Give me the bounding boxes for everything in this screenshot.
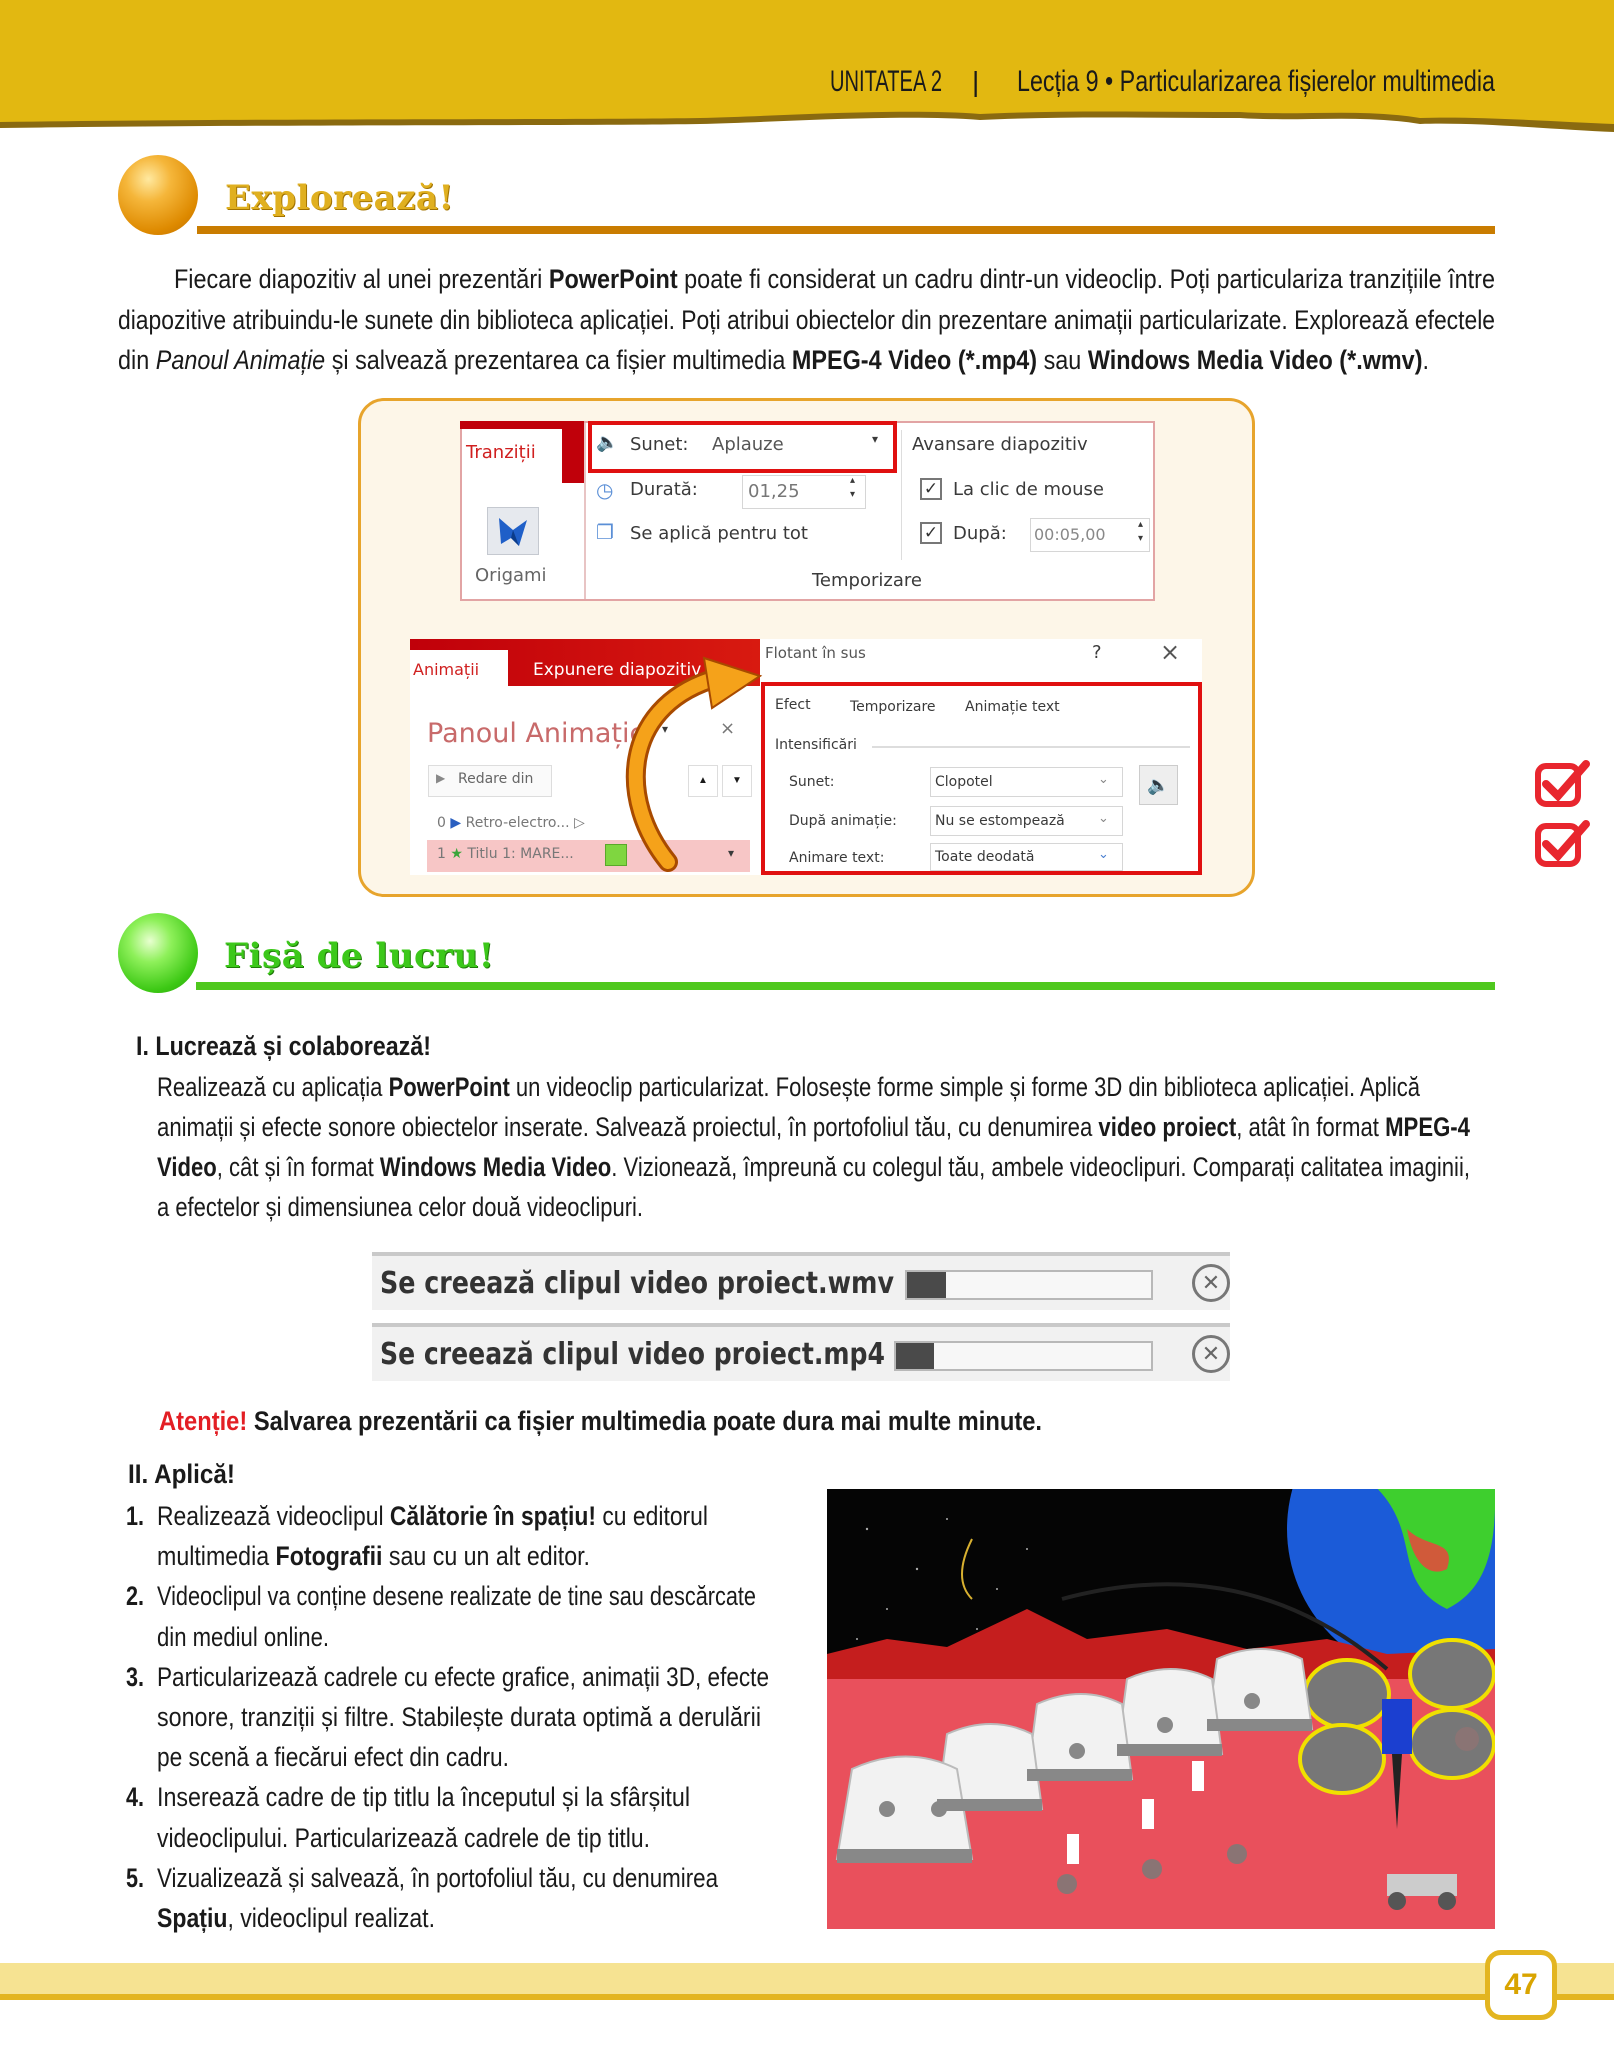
text-run: animații și efecte sonore obiectelor inserate. Salvează proiectul, în portofoliul tău, cu denumirea — [157, 1112, 1099, 1142]
after-value: 00:05,00 — [1034, 525, 1106, 544]
bold-text: PowerPoint — [388, 1072, 510, 1102]
list-item-line — [157, 1900, 483, 1936]
text-run: cu editorul — [596, 1501, 708, 1531]
progress-bar — [894, 1341, 1153, 1371]
speaker-button[interactable]: 🔈 — [1139, 765, 1178, 805]
text-run: pe scenă a fiecărui efect din cadru. — [157, 1742, 509, 1772]
text-line — [118, 302, 1614, 338]
text-run: sau cu un alt editor. — [382, 1541, 590, 1571]
bold-text: MPEG-4 — [1385, 1112, 1470, 1142]
bold-text: video proiect — [1098, 1112, 1237, 1142]
group-divider — [901, 430, 902, 560]
text-run: și salvează prezentarea ca fișier multimedia — [325, 345, 792, 375]
dialog-tab-timing[interactable]: Temporizare — [850, 699, 936, 715]
text-run: din mediul online. — [157, 1622, 329, 1652]
worksheet-divider — [196, 982, 1495, 990]
on-click-checkbox[interactable]: ✓ — [920, 478, 942, 500]
duration-value: 01,25 — [748, 481, 800, 502]
apply-all-button[interactable]: Se aplică pentru tot — [630, 523, 808, 544]
explore-divider — [197, 226, 1495, 234]
after-spinner[interactable]: ▴ ▾ — [1138, 519, 1144, 544]
dialog-help-button[interactable]: ? — [1092, 642, 1102, 663]
text-run: Realizează cu aplicația — [157, 1072, 389, 1102]
bold-text: Windows Media Video — [379, 1152, 612, 1182]
text-run: din — [118, 345, 156, 375]
transitions-tab-edge — [562, 421, 584, 483]
list-item-number: 3. — [126, 1662, 145, 1692]
list-item-line — [157, 1779, 775, 1815]
tab-slideshow[interactable]: Expunere diapozitiv — [533, 660, 702, 680]
bold-text: Video — [157, 1152, 217, 1182]
warning-label: Atenție! — [159, 1406, 248, 1436]
dialog-after-label: După animație: — [789, 813, 897, 829]
list-item-number: 4. — [126, 1782, 145, 1812]
duration-spinner[interactable]: ▴ ▾ — [850, 475, 856, 500]
play-from-label: Redare din — [458, 771, 534, 787]
header-lesson: Lecția 9 • Particularizarea fișierelor multimedia — [1017, 65, 1495, 98]
ribbon-divider — [584, 423, 586, 599]
bold-text: PowerPoint — [548, 264, 678, 294]
dialog-close-button[interactable]: × — [1160, 638, 1181, 666]
list-item-line — [157, 1498, 807, 1534]
dialog-tab-effect[interactable]: Efect — [775, 697, 811, 713]
speaker-icon: 🔈 — [596, 432, 619, 453]
advance-title: Avansare diapozitiv — [912, 434, 1088, 455]
origami-icon — [493, 510, 533, 552]
enhancements-divider — [872, 746, 1190, 748]
tab-transitions[interactable]: Tranziții — [466, 442, 536, 463]
text-run: . — [1422, 345, 1429, 375]
italic-text: Panoul Animație — [155, 345, 326, 375]
text-run: sonore, tranziții și filtre. Stabilește durata optimă a derulării — [157, 1702, 761, 1732]
animation-pane-title: Panoul Animație — [427, 718, 647, 749]
item-menu-icon[interactable]: ▾ — [728, 846, 735, 860]
bold-text: MPEG-4 Video (*.mp4) — [791, 345, 1038, 375]
page-number-box — [1485, 1950, 1557, 2020]
text-run: Videoclipul va conține desene realizate de tine sau descărcate — [157, 1581, 756, 1611]
dialog-sound-value: Clopotel — [935, 774, 993, 790]
warning-note — [159, 1403, 1164, 1439]
dialog-text-value: Toate deodată — [935, 849, 1035, 865]
list-item-line — [157, 1739, 576, 1775]
text-line — [174, 261, 1614, 297]
explore-title: Explorează! — [225, 178, 454, 218]
dialog-after-value: Nu se estompează — [935, 813, 1065, 829]
header-separator: | — [972, 66, 980, 97]
text-run: . Vizionează, împreună cu colegul tău, ambele videoclipuri. Comparați calitatea imaginii, — [611, 1152, 1470, 1182]
tab-animations-label: Animații — [413, 660, 480, 679]
warning-text: Salvarea prezentării ca fișier multimedia poate dura mai multe minute. — [247, 1406, 1042, 1436]
sound-label: Sunet: — [630, 434, 689, 455]
export-progress-wmv — [372, 1252, 1230, 1310]
list-item-number: 1. — [126, 1501, 145, 1531]
list-item-line — [157, 1659, 889, 1695]
worksheet-orb-icon — [118, 913, 198, 993]
animation-item-1-label: 1 ★ Titlu 1: MARE... — [437, 846, 574, 862]
chevron-down-icon[interactable]: ⌄ — [1098, 811, 1109, 826]
bold-text: Windows Media Video (*.wmv) — [1087, 345, 1423, 375]
list-item-line — [157, 1860, 835, 1896]
cancel-export-button[interactable]: ✕ — [1192, 1264, 1230, 1302]
progress-bar — [905, 1270, 1153, 1300]
bold-text: Fotografii — [275, 1541, 383, 1571]
part1-heading: I. Lucrează și colaborează! — [136, 1031, 431, 1061]
progress-fill — [896, 1343, 934, 1369]
list-item-number: 5. — [126, 1863, 145, 1893]
text-line — [157, 1109, 1614, 1145]
chevron-down-icon[interactable]: ⌄ — [1098, 772, 1109, 787]
bold-text: Călătorie în spațiu! — [389, 1501, 597, 1531]
chevron-down-icon[interactable]: ⌄ — [1098, 847, 1109, 862]
progress-fill — [907, 1272, 946, 1298]
text-line — [157, 1069, 1614, 1105]
text-run: , atât în format — [1236, 1112, 1386, 1142]
sound-select[interactable]: Aplauze — [712, 434, 784, 455]
after-checkbox[interactable]: ✓ — [920, 522, 942, 544]
pane-close-icon[interactable]: × — [720, 718, 736, 739]
duration-label: Durată: — [630, 479, 698, 500]
text-run: Particularizează cadrele cu efecte grafice, animații 3D, efecte — [157, 1662, 769, 1692]
move-down-button[interactable]: ▼ — [722, 765, 752, 797]
text-run: Inserează cadre de tip titlu la începutul și la sfârșitul — [157, 1782, 690, 1812]
text-run: , cât și în format — [216, 1152, 380, 1182]
cancel-export-button[interactable]: ✕ — [1192, 1335, 1230, 1373]
checklist-icon — [1534, 758, 1594, 870]
text-run: multimedia — [157, 1541, 276, 1571]
text-line — [157, 1189, 754, 1225]
text-run: , videoclipul realizat. — [227, 1903, 435, 1933]
after-label: După: — [953, 523, 1007, 544]
text-run: a efectelor și dimensiunea celor două videoclipuri. — [157, 1192, 643, 1222]
progress-label: Se creează clipul video proiect.mp4 — [380, 1337, 885, 1372]
page-number: 47 — [1504, 1968, 1538, 2001]
worksheet-title: Fișă de lucru! — [224, 936, 495, 976]
text-run: Fiecare diapozitiv al unei prezentări — [174, 264, 549, 294]
timing-group-label: Temporizare — [812, 570, 922, 591]
footer-line — [0, 1994, 1614, 2000]
header-unit: UNITATEA 2 — [830, 65, 942, 98]
move-up-button[interactable]: ▲ — [688, 765, 718, 797]
space-illustration — [827, 1489, 1495, 1929]
bold-text: Spațiu — [157, 1903, 228, 1933]
dialog-text-label: Animare text: — [789, 850, 885, 866]
apply-all-icon: ❐ — [596, 520, 614, 544]
on-click-label: La clic de mouse — [953, 479, 1104, 500]
text-run: sau — [1037, 345, 1088, 375]
list-item-line — [157, 1820, 738, 1856]
dialog-title: Flotant în sus — [765, 644, 866, 662]
footer-band — [0, 1963, 1614, 1995]
text-run: videoclipului. Particularizează cadrele de tip titlu. — [157, 1823, 650, 1853]
part2-heading: II. Aplică! — [128, 1459, 235, 1489]
list-item-line — [157, 1699, 858, 1735]
curved-arrow-icon — [600, 650, 780, 880]
dialog-tab-text-animation[interactable]: Animație text — [965, 699, 1060, 715]
origami-label: Origami — [475, 565, 547, 586]
list-item-line — [157, 1619, 367, 1655]
chevron-down-icon[interactable]: ▾ — [872, 432, 879, 446]
text-run: un videoclip particularizat. Folosește forme simple și forme 3D din biblioteca aplicației. Aplică — [509, 1072, 1421, 1102]
list-item-number: 2. — [126, 1581, 145, 1611]
list-item-line — [157, 1578, 903, 1614]
dialog-sound-label: Sunet: — [789, 774, 835, 790]
play-icon: ▶ — [436, 771, 446, 785]
text-line — [118, 342, 1614, 378]
enhancements-label: Intensificări — [775, 737, 857, 753]
text-run: poate fi considerat un cadru dintr-un videoclip. Poți particulariza tranzițiile între — [677, 264, 1495, 294]
export-progress-mp4 — [372, 1323, 1230, 1381]
pane-menu-icon[interactable]: ▾ — [662, 722, 669, 736]
text-run: Realizează videoclipul — [157, 1501, 390, 1531]
text-line — [157, 1149, 1614, 1185]
animation-item-0[interactable]: 0 ▶ Retro-electro... ▷ — [437, 815, 585, 831]
list-item-line — [157, 1538, 661, 1574]
progress-label: Se creează clipul video proiect.wmv — [380, 1266, 894, 1301]
text-run: diapozitive atribuindu-le sunete din biblioteca aplicației. Poți atribui obiectelor din prezentare animații particularizate. Explorează efectele — [118, 305, 1495, 335]
text-run: Vizualizează și salvează, în portofoliul tău, cu denumirea — [157, 1863, 718, 1893]
clock-icon: ◷ — [596, 478, 614, 502]
explore-orb-icon — [118, 155, 198, 235]
